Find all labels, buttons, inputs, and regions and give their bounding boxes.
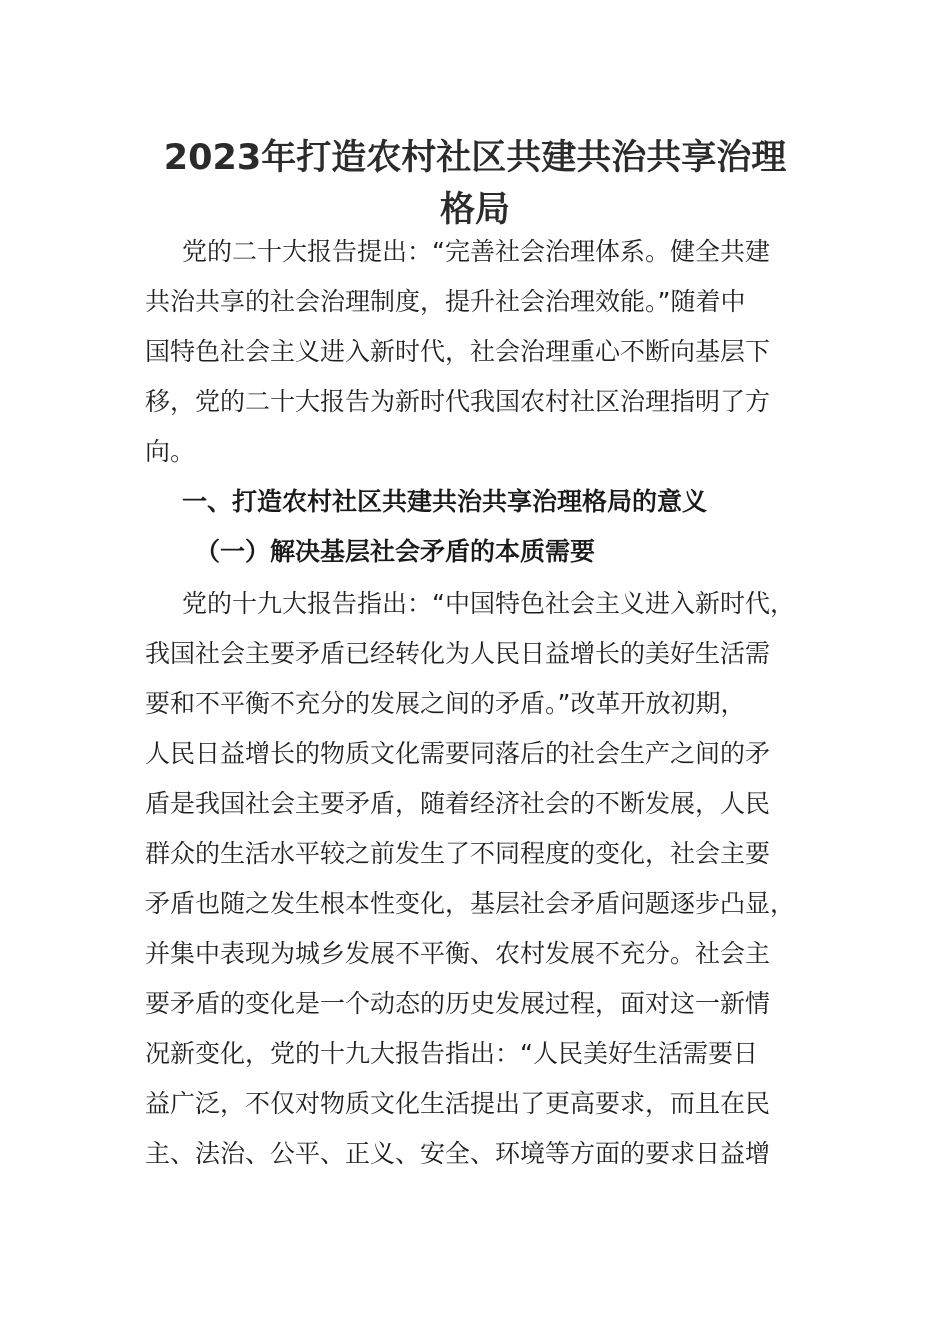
paragraph-2-line-2: 我国社会主要矛盾已经转化为人民日益增长的美好生活需 <box>145 639 771 668</box>
paragraph-2-line-5: 盾是我国社会主要矛盾，随着经济社会的不断发展，人民 <box>145 789 771 818</box>
paragraph-1-line-1: 党的二十大报告提出：“完善社会治理体系。健全共建 <box>182 237 770 266</box>
paragraph-2-line-1: 党的十九大报告指出：“中国特色社会主义进入新时代， <box>182 589 795 618</box>
paragraph-1-line-4: 移，党的二十大报告为新时代我国农村社区治理指明了方 <box>145 387 771 416</box>
paragraph-2-line-12: 主、法治、公平、正义、安全、环境等方面的要求日益增 <box>145 1139 771 1168</box>
paragraph-2-line-11: 益广泛，不仅对物质文化生活提出了更高要求，而且在民 <box>145 1089 771 1118</box>
paragraph-2-line-4: 人民日益增长的物质文化需要同落后的社会生产之间的矛 <box>145 739 771 768</box>
document-title-line-2: 格局 <box>439 190 510 230</box>
paragraph-2-line-6: 群众的生活水平较之前发生了不同程度的变化，社会主要 <box>145 839 771 868</box>
paragraph-2-line-8: 并集中表现为城乡发展不平衡、农村发展不充分。社会主 <box>145 939 771 968</box>
document-title-line-1: 2023年打造农村社区共建共治共享治理 <box>163 138 787 178</box>
paragraph-2-line-9: 要矛盾的变化是一个动态的历史发展过程，面对这一新情 <box>145 989 771 1018</box>
paragraph-2-line-10: 况新变化，党的十九大报告指出：“人民美好生活需要日 <box>145 1039 758 1068</box>
section-heading: 一、打造农村社区共建共治共享治理格局的意义 <box>182 487 708 516</box>
paragraph-1-line-2: 共治共享的社会治理制度，提升社会治理效能。”随着中 <box>145 287 746 316</box>
subsection-heading: （一）解决基层社会矛盾的本质需要 <box>195 537 596 566</box>
paragraph-1-line-5: 向。 <box>145 437 196 466</box>
paragraph-1-line-3: 国特色社会主义进入新时代，社会治理重心不断向基层下 <box>145 337 771 366</box>
paragraph-2-line-3: 要和不平衡不充分的发展之间的矛盾。”改革开放初期， <box>145 689 746 718</box>
paragraph-2-line-7: 矛盾也随之发生根本性变化，基层社会矛盾问题逐步凸显， <box>145 889 796 918</box>
